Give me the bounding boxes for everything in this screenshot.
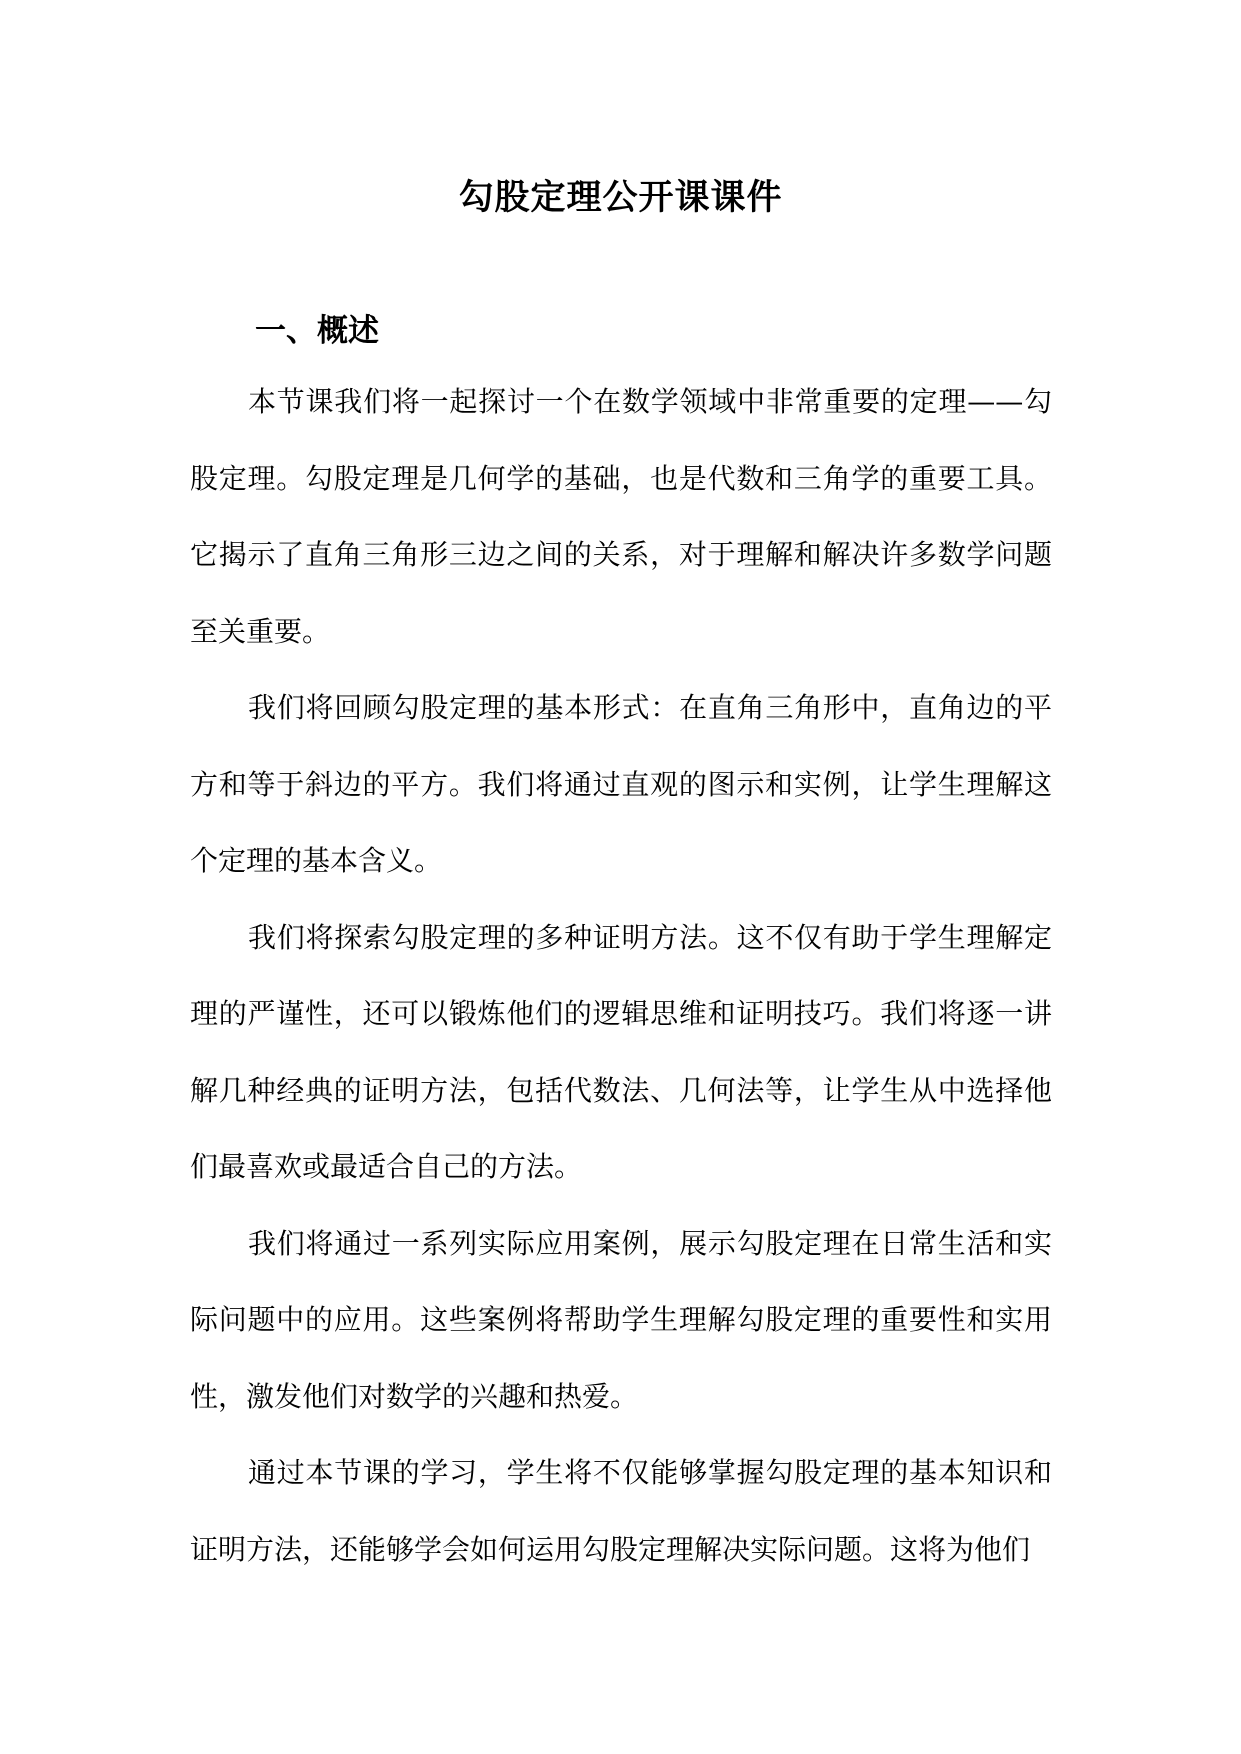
document-title: 勾股定理公开课课件 — [458, 177, 783, 219]
section-heading: 一、概述 — [255, 312, 379, 349]
paragraph: 我们将通过一系列实际应用案例，展示勾股定理在日常生活和实际问题中的应用。这些案例将帮助学生理解勾股定理的重要性和实用性，激发他们对数学的兴趣和热爱。 — [190, 1226, 1052, 1413]
paragraph: 我们将探索勾股定理的多种证明方法。这不仅有助于学生理解定理的严谨性，还可以锻炼他们的逻辑思维和证明技巧。我们将逐一讲解几种经典的证明方法，包括代数法、几何法等，让学生从中选择他们最喜欢或最适合自己的方法。 — [190, 920, 1052, 1183]
paragraph: 我们将回顾勾股定理的基本形式：在直角三角形中，直角边的平方和等于斜边的平方。我们将通过直观的图示和实例，让学生理解这个定理的基本含义。 — [190, 691, 1052, 877]
paragraph: 本节课我们将一起探讨一个在数学领域中非常重要的定理——勾股定理。勾股定理是几何学的基础，也是代数和三角学的重要工具。它揭示了直角三角形三边之间的关系，对于理解和解决许多数学问题至关重要。 — [190, 385, 1052, 648]
paragraph: 通过本节课的学习，学生将不仅能够掌握勾股定理的基本知识和证明方法，还能够学会如何运用勾股定理解决实际问题。这将为他们 — [190, 1456, 1052, 1566]
document-body — [190, 364, 1052, 1588]
